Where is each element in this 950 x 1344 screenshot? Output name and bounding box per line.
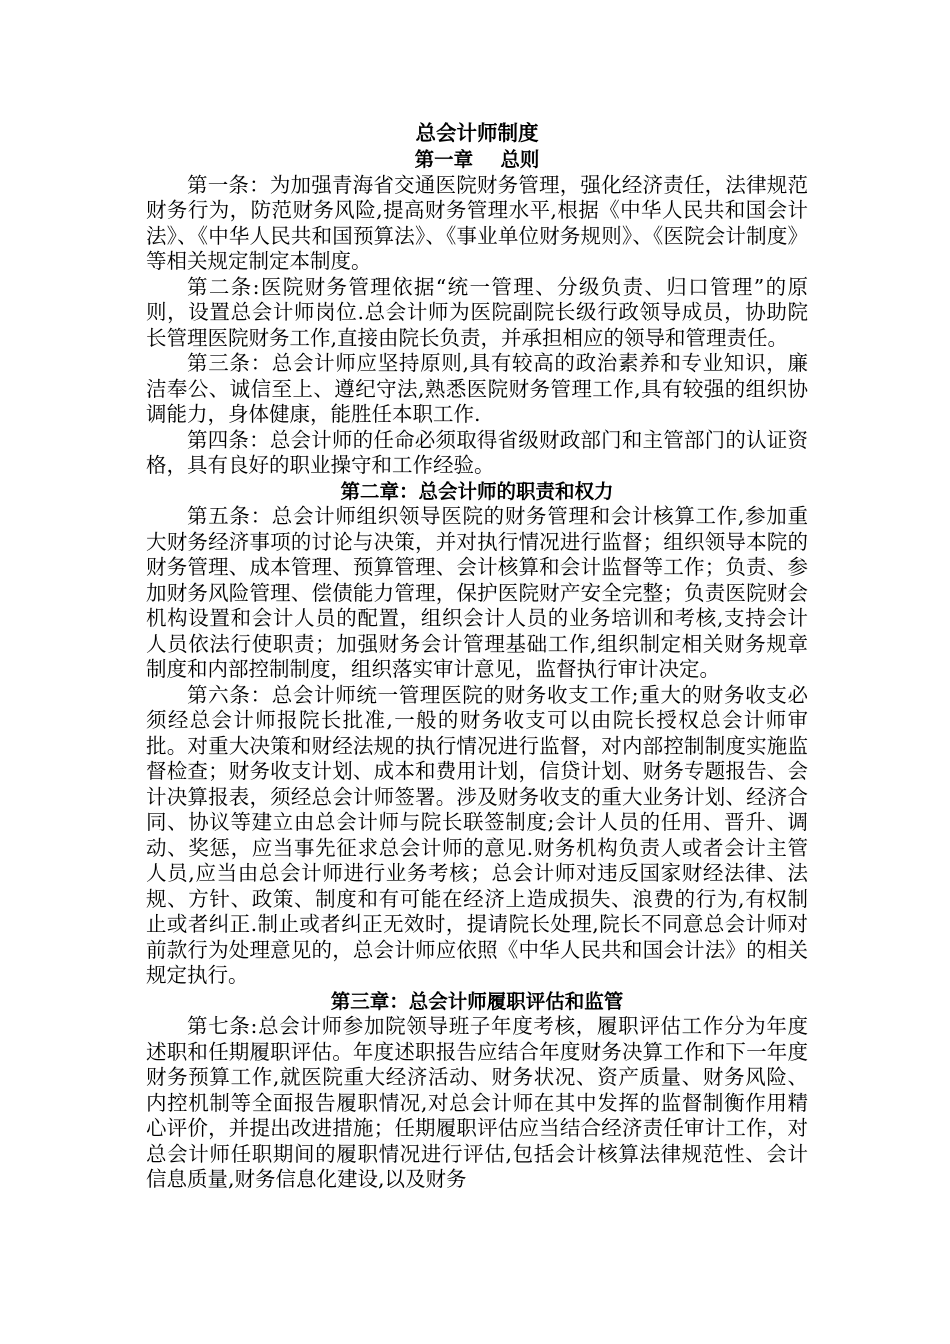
article-1: 第一条：为加强青海省交通医院财务管理，强化经济责任，法律规范财务行为，防范财务风险,提高财务管理水平,根据《中华人民共和国会计法》、《中华人民共和国预算法》、《事业单位财务规则》、《医院会计制度》等相关规定制定本制度。 bbox=[146, 172, 808, 273]
document-page bbox=[146, 120, 808, 1193]
article-6: 第六条：总会计师统一管理医院的财务收支工作;重大的财务收支必须经总会计师报院长批准,一般的财务收支可以由院长授权总会计师审批。对重大决策和财经法规的执行情况进行监督，对内部控制制度实施监督检查；财务收支计划、成本和费用计划，信贷计划、财务专题报告、会计决算报表，须经总会计师签署。涉及财务收支的重大业务计划、经济合同、协议等建立由总会计师与院长联签制度;会计人员的任用、晋升、调动、奖惩，应当事先征求总会计师的意见.财务机构负责人或者会计主管人员,应当由总会计师进行业务考核；总会计师对违反国家财经法律、法规、方针、政策、制度和有可能在经济上造成损失、浪费的行为,有权制止或者纠正.制止或者纠正无效时，提请院长处理,院长不同意总会计师对前款行为处理意见的，总会计师应依照《中华人民共和国会计法》的相关规定执行。 bbox=[146, 682, 808, 987]
chapter-heading-3: 第三章：总会计师履职评估和监管 bbox=[330, 989, 624, 1013]
article-3: 第三条：总会计师应坚持原则,具有较高的政治素养和专业知识，廉洁奉公、诚信至上、遵纪守法,熟悉医院财务管理工作,具有较强的组织协调能力，身体健康，能胜任本职工作. bbox=[146, 351, 808, 426]
chapter-heading-1: 第一章 总则 bbox=[414, 148, 540, 171]
chapter-heading-2: 第二章：总会计师的职责和权力 bbox=[340, 479, 614, 503]
article-4: 第四条：总会计师的任命必须取得省级财政部门和主管部门的认证资格，具有良好的职业操守和工作经验。 bbox=[146, 427, 808, 477]
document-title: 总会计师制度 bbox=[415, 121, 539, 145]
article-2: 第二条:医院财务管理依据“统一管理、分级负责、归口管理”的原则，设置总会计师岗位.总会计师为医院副院长级行政领导成员，协助院长管理医院财务工作,直接由院长负责，并承担相应的领导和管理责任。 bbox=[146, 274, 808, 350]
article-5: 第五条：总会计师组织领导医院的财务管理和会计核算工作,参加重大财务经济事项的讨论与决策，并对执行情况进行监督；组织领导本院的财务管理、成本管理、预算管理、会计核算和会计监督等工作；负责、参加财务风险管理、偿债能力管理，保护医院财产安全完整；负责医院财会机构设置和会计人员的配置，组织会计人员的业务培训和考核,支持会计人员依法行使职责；加强财务会计管理基础工作,组织制定相关财务规章制度和内部控制制度，组织落实审计意见，监督执行审计决定。 bbox=[146, 504, 808, 681]
article-7: 第七条:总会计师参加院领导班子年度考核，履职评估工作分为年度述职和任期履职评估。年度述职报告应结合年度财务决算工作和下一年度财务预算工作,就医院重大经济活动、财务状况、资产质量、财务风险、内控机制等全面报告履职情况,对总会计师在其中发挥的监督制衡作用精心评价，并提出改进措施；任期履职评估应当结合经济责任审计工作，对总会计师任职期间的履职情况进行评估,包括会计核算法律规范性、会计信息质量,财务信息化建设,以及财务 bbox=[146, 1014, 808, 1191]
